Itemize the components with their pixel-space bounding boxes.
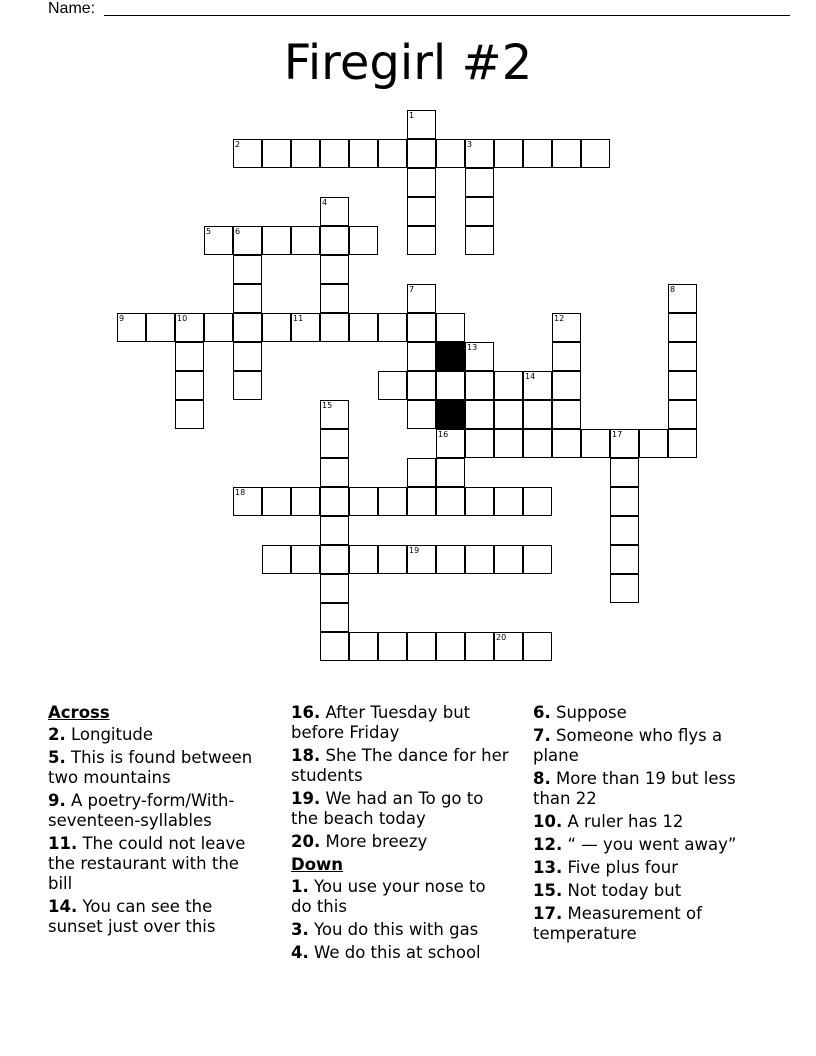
clue-item: 12. “ — you went away” xyxy=(533,835,737,854)
clue-number: 12 xyxy=(554,314,565,323)
crossword-cell[interactable] xyxy=(378,487,407,516)
crossword-cell[interactable] xyxy=(639,429,668,458)
crossword-cell[interactable] xyxy=(465,429,494,458)
crossword-cell[interactable] xyxy=(465,226,494,255)
crossword-cell[interactable] xyxy=(233,313,262,342)
crossword-cell[interactable] xyxy=(117,313,146,342)
crossword-cell[interactable] xyxy=(407,487,436,516)
black-square xyxy=(436,342,465,371)
clue-item: 2. Longitude xyxy=(48,725,154,744)
crossword-cell[interactable] xyxy=(349,545,378,574)
crossword-cell[interactable] xyxy=(233,255,262,284)
crossword-cell[interactable] xyxy=(523,545,552,574)
name-label: Name: xyxy=(48,0,96,17)
down-heading: Down xyxy=(291,855,344,874)
crossword-cell[interactable] xyxy=(610,545,639,574)
crossword-cell[interactable] xyxy=(407,168,436,197)
crossword-cell[interactable] xyxy=(668,400,697,429)
crossword-cell[interactable] xyxy=(668,342,697,371)
crossword-cell[interactable] xyxy=(552,400,581,429)
clue-item: 1. You use your nose to do this xyxy=(291,877,486,916)
crossword-cell[interactable] xyxy=(407,400,436,429)
crossword-cell[interactable] xyxy=(668,284,697,313)
clue-item: 18. She The dance for her students xyxy=(291,746,509,785)
crossword-cell[interactable] xyxy=(407,284,436,313)
clue-item: 10. A ruler has 12 xyxy=(533,812,684,831)
crossword-cell[interactable] xyxy=(494,632,523,661)
crossword-cell[interactable] xyxy=(320,603,349,632)
crossword-cell[interactable] xyxy=(494,371,523,400)
crossword-cell[interactable] xyxy=(494,139,523,168)
crossword-cell[interactable] xyxy=(494,545,523,574)
clue-item: 16. After Tuesday but before Friday xyxy=(291,703,471,742)
crossword-cell[interactable] xyxy=(320,487,349,516)
clue-number: 13 xyxy=(467,343,478,352)
crossword-cell[interactable] xyxy=(407,632,436,661)
crossword-cell[interactable] xyxy=(581,429,610,458)
crossword-cell[interactable] xyxy=(233,371,262,400)
crossword-cell[interactable] xyxy=(465,371,494,400)
clue-number: 18 xyxy=(235,488,246,497)
clue-number: 17 xyxy=(612,430,623,439)
crossword-cell[interactable] xyxy=(465,197,494,226)
clue-item: 15. Not today but xyxy=(533,881,682,900)
crossword-cell[interactable] xyxy=(262,139,291,168)
crossword-cell[interactable] xyxy=(233,139,262,168)
crossword-cell[interactable] xyxy=(175,371,204,400)
crossword-cell[interactable] xyxy=(610,516,639,545)
crossword-cell[interactable] xyxy=(552,139,581,168)
crossword-cell[interactable] xyxy=(175,313,204,342)
clue-number: 6 xyxy=(235,227,241,236)
crossword-cell[interactable] xyxy=(436,429,465,458)
crossword-cell[interactable] xyxy=(610,487,639,516)
crossword-cell[interactable] xyxy=(494,400,523,429)
crossword-cell[interactable] xyxy=(407,545,436,574)
crossword-cell[interactable] xyxy=(349,139,378,168)
crossword-cell[interactable] xyxy=(523,400,552,429)
crossword-cell[interactable] xyxy=(407,110,436,139)
crossword-cell[interactable] xyxy=(233,226,262,255)
clue-item: 19. We had an To go to the beach today xyxy=(291,789,484,828)
clue-number: 2 xyxy=(235,140,241,149)
crossword-cell[interactable] xyxy=(291,139,320,168)
crossword-cell[interactable] xyxy=(262,226,291,255)
clue-number: 3 xyxy=(467,140,473,149)
crossword-cell[interactable] xyxy=(465,139,494,168)
crossword-cell[interactable] xyxy=(349,313,378,342)
crossword-cell[interactable] xyxy=(494,487,523,516)
crossword-cell[interactable] xyxy=(407,226,436,255)
crossword-cell[interactable] xyxy=(175,342,204,371)
clue-number: 19 xyxy=(409,546,420,555)
clue-item: 11. The could not leave the restaurant with the bill xyxy=(48,834,246,893)
clue-item: 3. You do this with gas xyxy=(291,920,479,939)
crossword-cell[interactable] xyxy=(581,139,610,168)
crossword-cell[interactable] xyxy=(465,632,494,661)
crossword-cell[interactable] xyxy=(494,429,523,458)
crossword-cell[interactable] xyxy=(378,371,407,400)
clues-column-3 xyxy=(533,703,763,947)
crossword-cell[interactable] xyxy=(320,139,349,168)
crossword-cell[interactable] xyxy=(262,487,291,516)
crossword-cell[interactable] xyxy=(668,429,697,458)
clues-column-2 xyxy=(291,703,511,966)
crossword-cell[interactable] xyxy=(610,429,639,458)
crossword-cell[interactable] xyxy=(349,487,378,516)
clue-number: 14 xyxy=(525,372,536,381)
crossword-cell[interactable] xyxy=(233,342,262,371)
clue-number: 20 xyxy=(496,633,507,642)
clue-number: 8 xyxy=(670,285,676,294)
clue-item: 20. More breezy xyxy=(291,832,428,851)
crossword-cell[interactable] xyxy=(407,458,436,487)
crossword-cell[interactable] xyxy=(291,487,320,516)
clue-number: 10 xyxy=(177,314,188,323)
crossword-cell[interactable] xyxy=(523,139,552,168)
crossword-cell[interactable] xyxy=(436,458,465,487)
crossword-cell[interactable] xyxy=(436,632,465,661)
crossword-cell[interactable] xyxy=(320,574,349,603)
clue-item: 9. A poetry-form/With-seventeen-syllables xyxy=(48,791,235,830)
crossword-cell[interactable] xyxy=(291,226,320,255)
crossword-cell[interactable] xyxy=(320,197,349,226)
crossword-cell[interactable] xyxy=(552,342,581,371)
clue-item: 6. Suppose xyxy=(533,703,627,722)
clue-item: 4. We do this at school xyxy=(291,943,481,962)
crossword-cell[interactable] xyxy=(465,168,494,197)
crossword-cell[interactable] xyxy=(378,139,407,168)
clue-number: 1 xyxy=(409,111,415,120)
clue-number: 15 xyxy=(322,401,333,410)
crossword-cell[interactable] xyxy=(407,371,436,400)
crossword-cell[interactable] xyxy=(523,632,552,661)
crossword-cell[interactable] xyxy=(465,342,494,371)
crossword-cell[interactable] xyxy=(320,545,349,574)
crossword-cell[interactable] xyxy=(320,429,349,458)
clue-item: 13. Five plus four xyxy=(533,858,679,877)
crossword-cell[interactable] xyxy=(552,313,581,342)
crossword-cell[interactable] xyxy=(320,516,349,545)
crossword-cell[interactable] xyxy=(436,545,465,574)
crossword-cell[interactable] xyxy=(407,313,436,342)
clue-number: 5 xyxy=(206,227,212,236)
clue-number: 11 xyxy=(293,314,304,323)
crossword-cell[interactable] xyxy=(378,545,407,574)
puzzle-title: Firegirl #2 xyxy=(283,35,533,91)
clue-number: 4 xyxy=(322,198,328,207)
crossword-cell[interactable] xyxy=(291,545,320,574)
clue-item: 17. Measurement of temperature xyxy=(533,904,702,943)
crossword-cell[interactable] xyxy=(436,487,465,516)
clue-number: 16 xyxy=(438,430,449,439)
crossword-cell[interactable] xyxy=(320,284,349,313)
clue-number: 7 xyxy=(409,285,415,294)
clue-number: 9 xyxy=(119,314,125,323)
crossword-cell[interactable] xyxy=(407,139,436,168)
crossword-cell[interactable] xyxy=(320,458,349,487)
crossword-cell[interactable] xyxy=(320,313,349,342)
crossword-cell[interactable] xyxy=(175,400,204,429)
crossword-cell[interactable] xyxy=(378,632,407,661)
crossword-cell[interactable] xyxy=(552,371,581,400)
crossword-cell[interactable] xyxy=(146,313,175,342)
crossword-cell[interactable] xyxy=(668,313,697,342)
crossword-cell[interactable] xyxy=(320,632,349,661)
crossword-cell[interactable] xyxy=(523,487,552,516)
clue-item: 5. This is found between two mountains xyxy=(48,748,253,787)
crossword-cell[interactable] xyxy=(465,487,494,516)
crossword-cell[interactable] xyxy=(523,429,552,458)
crossword-cell[interactable] xyxy=(407,197,436,226)
crossword-cell[interactable] xyxy=(233,284,262,313)
clue-item: 7. Someone who flys a plane xyxy=(533,726,723,765)
black-square xyxy=(436,400,465,429)
crossword-cell[interactable] xyxy=(320,255,349,284)
crossword-cell[interactable] xyxy=(465,545,494,574)
crossword-cell[interactable] xyxy=(436,139,465,168)
crossword-cell[interactable] xyxy=(262,545,291,574)
crossword-cell[interactable] xyxy=(436,313,465,342)
across-heading: Across xyxy=(48,703,110,722)
clue-item: 8. More than 19 but less than 22 xyxy=(533,769,736,808)
crossword-cell[interactable] xyxy=(378,313,407,342)
clues-column-1 xyxy=(48,703,268,940)
crossword-cell[interactable] xyxy=(233,487,262,516)
crossword-cell[interactable] xyxy=(436,371,465,400)
crossword-cell[interactable] xyxy=(204,226,233,255)
crossword-cell[interactable] xyxy=(320,226,349,255)
crossword-cell[interactable] xyxy=(407,342,436,371)
crossword-cell[interactable] xyxy=(320,400,349,429)
crossword-cell[interactable] xyxy=(349,632,378,661)
crossword-cell[interactable] xyxy=(610,458,639,487)
crossword-cell[interactable] xyxy=(668,371,697,400)
clue-item: 14. You can see the sunset just over this xyxy=(48,897,216,936)
crossword-cell[interactable] xyxy=(204,313,233,342)
crossword-cell[interactable] xyxy=(349,226,378,255)
crossword-cell[interactable] xyxy=(291,313,320,342)
crossword-cell[interactable] xyxy=(610,574,639,603)
crossword-cell[interactable] xyxy=(552,429,581,458)
crossword-cell[interactable] xyxy=(465,400,494,429)
crossword-cell[interactable] xyxy=(523,371,552,400)
crossword-cell[interactable] xyxy=(262,313,291,342)
